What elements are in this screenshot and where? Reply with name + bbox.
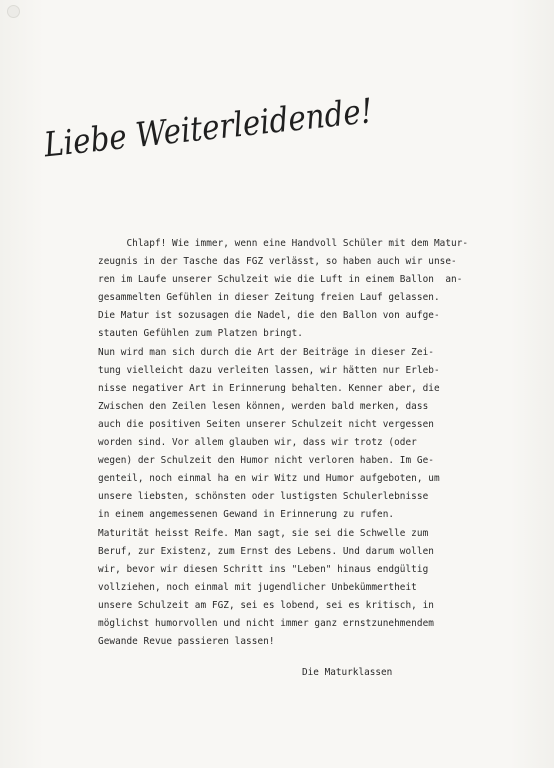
letter-line: Beruf, zur Existenz, zum Ernst des Lebens. Und darum wollen	[98, 545, 434, 557]
letter-line: tung vielleicht dazu verleiten lassen, wir hätten nur Erleb-	[98, 364, 440, 376]
letter-line: genteil, noch einmal ha en wir Witz und Humor aufgeboten, um	[98, 473, 440, 485]
signature: Die Maturklassen	[302, 667, 393, 678]
letter-line: Chlapf! Wie immer, wenn eine Handvoll Schüler mit dem Matur-	[98, 238, 469, 249]
letter-line: auch die positiven Seiten unserer Schulzeit nicht vergessen	[98, 418, 434, 430]
handwritten-heading	[40, 70, 400, 160]
letter-line: unsere Schulzeit am FGZ, sei es lobend, sei es kritisch, in	[98, 599, 434, 611]
letter-line: Die Matur ist sozusagen die Nadel, die den Ballon von aufge-	[98, 310, 440, 322]
letter-line: stauten Gefühlen zum Platzen bringt.	[98, 328, 303, 340]
letter-line: Nun wird man sich durch die Art der Beiträge in dieser Zei-	[98, 346, 434, 358]
letter-line: unsere liebsten, schönsten oder lustigsten Schulerlebnisse	[98, 491, 429, 503]
letter-line: Zwischen den Zeilen lesen können, werden bald merken, dass	[98, 400, 429, 412]
letter-line: möglichst humorvollen und nicht immer ganz ernstzunehmendem	[98, 617, 434, 629]
letter-line: wegen) der Schulzeit den Humor nicht verloren haben. Im Ge-	[98, 455, 434, 467]
letter-line: nisse negativer Art in Erinnerung behalten. Kenner aber, die	[98, 382, 440, 394]
letter-line: worden sind. Vor allem glauben wir, dass wir trotz (oder	[98, 437, 417, 449]
letter-body	[98, 235, 528, 651]
letter-line: wir, bevor wir diesen Schritt ins "Leben" hinaus endgültig	[98, 563, 429, 575]
letter-line: Gewande Revue passieren lassen!	[98, 636, 275, 648]
letter-line: vollziehen, noch einmal mit jugendlicher Unbekümmertheit	[98, 581, 417, 593]
letter-line: Maturität heisst Reife. Man sagt, sie sei die Schwelle zum	[98, 527, 429, 539]
letter-line: gesammelten Gefühlen in dieser Zeitung freien Lauf gelassen.	[98, 292, 440, 304]
letter-line: ren im Laufe unserer Schulzeit wie die Luft in einem Ballon an-	[98, 274, 463, 286]
heading-text: Liebe Weiterleidende!	[42, 85, 400, 160]
letter-line: zeugnis in der Tasche das FGZ verlässt, so haben auch wir unse-	[98, 256, 457, 268]
punch-hole	[7, 5, 20, 18]
letter-line: in einem angemessenen Gewand in Erinnerung zu rufen.	[98, 509, 395, 521]
